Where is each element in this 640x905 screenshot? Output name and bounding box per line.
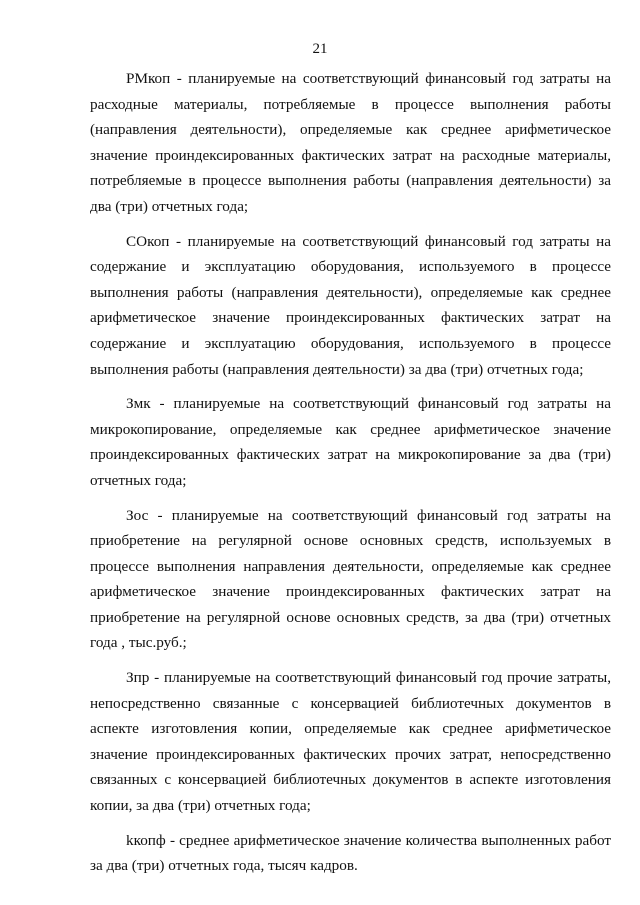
term-sokop: СОкоп (126, 232, 170, 250)
page-number: 21 (312, 41, 328, 57)
term-zos: Зос (126, 506, 149, 524)
definition-text-sokop: - планируемые на соответствующий финансовый год затраты на содержание и эксплуатацию оборудования, используемого в процессе выполнения работы (направления деятельности), определяемые как среднее арифметическое значение проиндексированных фактических затрат на содержание и эксплуатацию оборудования, используемого в процессе выполнения работы (направления деятельности) за два (три) отчетных года; (90, 232, 611, 378)
definition-text-rmkop: - планируемые на соответствующий финансовый год затраты на расходные материалы, потребляемые в процессе выполнения работы (направления деятельности), определяемые как среднее арифметическое значение проиндексированных фактических затрат на расходные материалы, потребляемые в процессе выполнения работы (направления деятельности) за два (три) отчетных года; (90, 70, 611, 215)
definition-paragraph-kkopf (90, 828, 611, 879)
definition-text-zos: - планируемые на соответствующий финансовый год затраты на приобретение на регулярной основе основных средств, используемых в процессе выполнения направления деятельности, определяемые как среднее арифметическое значение проиндексированных фактических затрат на приобретение на регулярной основе основных средств, за два (три) отчетных года , тыс.руб.; (90, 506, 611, 652)
document-body (90, 66, 611, 888)
definition-paragraph-rmkop (90, 66, 611, 220)
definition-paragraph-zpr (90, 665, 611, 819)
definition-paragraph-zos (90, 503, 611, 657)
term-kkopf: kкопф (126, 831, 166, 849)
definition-paragraph-sokop (90, 229, 611, 383)
term-zpr: Зпр (126, 669, 150, 687)
definition-text-kkopf: - среднее арифметическое значение количества выполненных работ за два (три) отчетных года, тысяч кадров. (90, 831, 611, 875)
definition-text-zpr: - планируемые на соответствующий финансовый год прочие затраты, непосредственно связанные с консервацией библиотечных документов в аспекте изготовления копии, определяемые как среднее арифметическое значение проиндексированных фактических прочих затрат, непосредственно связанных с консервацией библиотечных документов в аспекте изготовления копии, за два (три) отчетных года; (90, 669, 611, 815)
definition-paragraph-zmk (90, 391, 611, 493)
term-zmk: Змк (126, 395, 151, 413)
term-rmkop: РМкоп (126, 70, 171, 87)
definition-text-zmk: - планируемые на соответствующий финансовый год затраты на микрокопирование, определяемые как среднее арифметическое значение проиндексированных фактических затрат на микрокопирование за два (три) отчетных года; (90, 395, 611, 489)
